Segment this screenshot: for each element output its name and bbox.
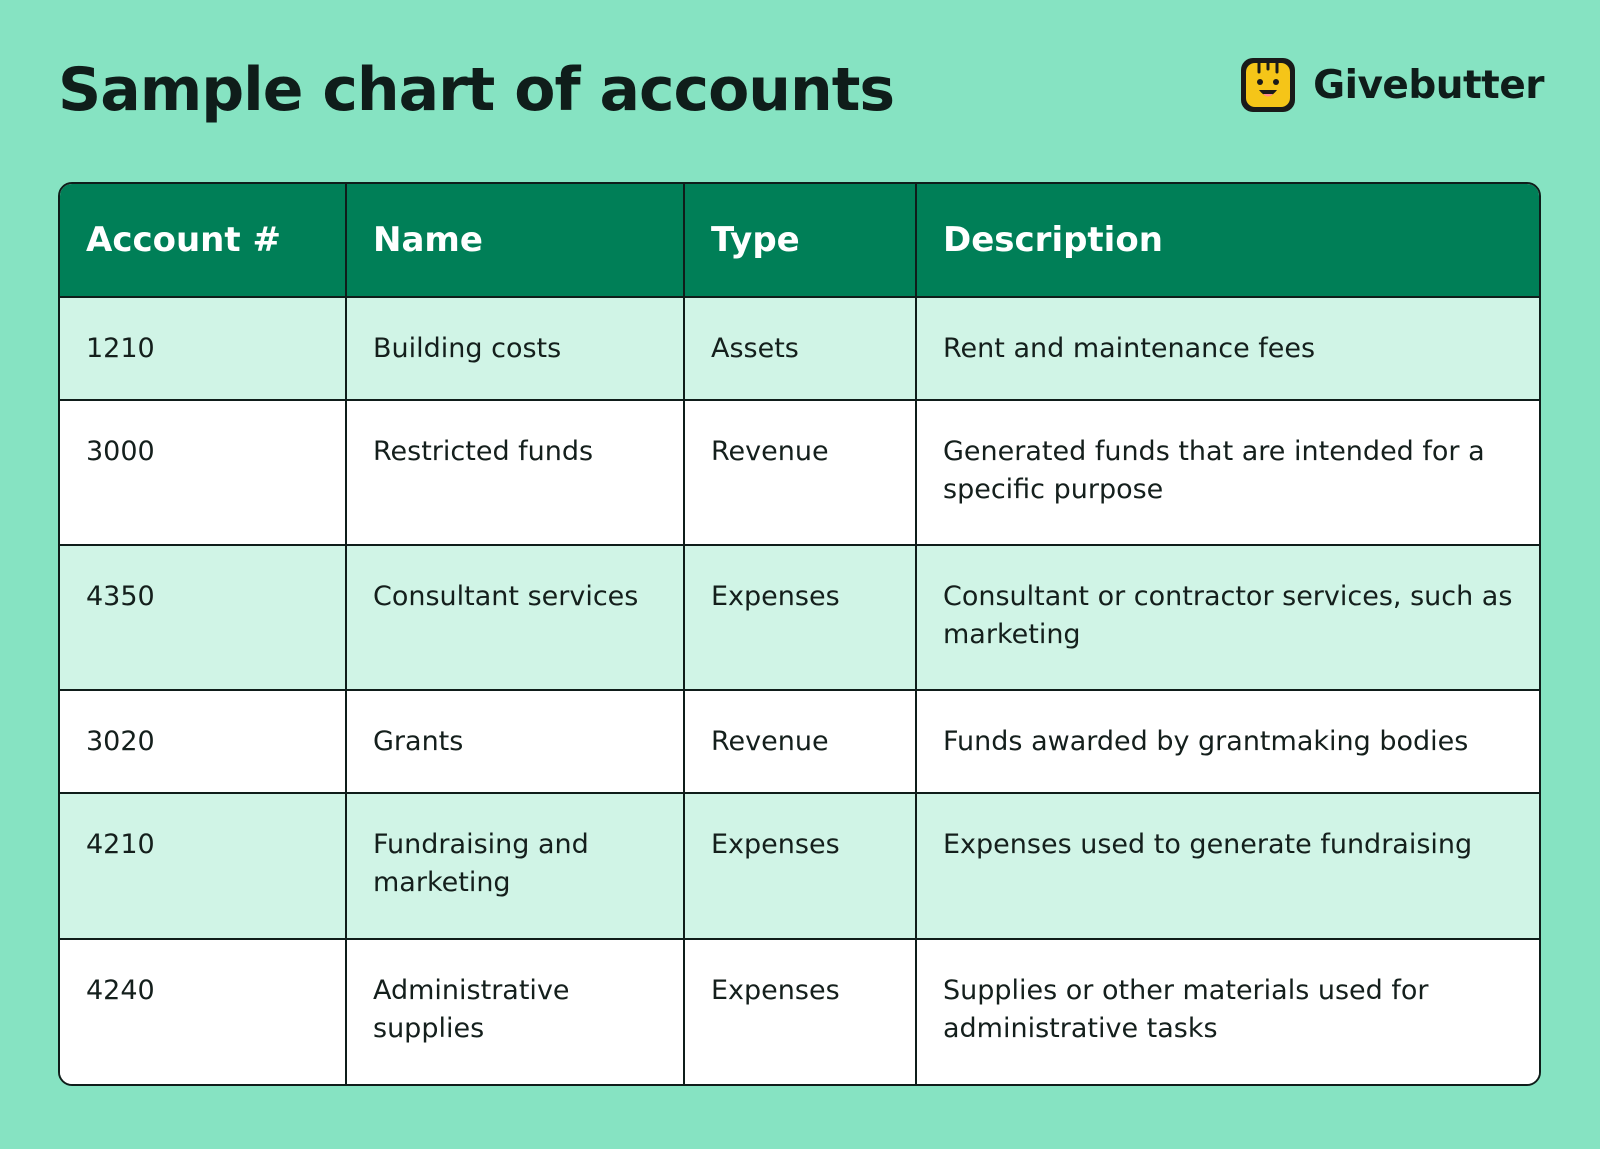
table-row (60, 545, 1539, 690)
table-row (60, 297, 1539, 400)
account-number-cell: 4210 (60, 793, 346, 938)
account-description-cell: Funds awarded by grantmaking bodies (916, 690, 1539, 793)
account-type-cell: Expenses (684, 793, 916, 938)
account-type-cell: Revenue (684, 690, 916, 793)
account-name-cell: Grants (346, 690, 684, 793)
account-type-cell: Assets (684, 297, 916, 400)
account-number-cell: 3020 (60, 690, 346, 793)
accounts-table-container (58, 182, 1541, 1086)
account-name-cell: Consultant services (346, 545, 684, 690)
account-number-cell: 3000 (60, 400, 346, 545)
table-header-row (60, 184, 1539, 297)
column-header-name: Name (346, 184, 684, 297)
account-name-cell: Restricted funds (346, 400, 684, 545)
table-row (60, 793, 1539, 938)
account-description-cell: Rent and maintenance fees (916, 297, 1539, 400)
account-type-cell: Expenses (684, 939, 916, 1084)
account-description-cell: Supplies or other materials used for administrative tasks (916, 939, 1539, 1084)
account-number-cell: 4350 (60, 545, 346, 690)
table-row (60, 690, 1539, 793)
account-name-cell: Administrative supplies (346, 939, 684, 1084)
account-type-cell: Revenue (684, 400, 916, 545)
account-number-cell: 1210 (60, 297, 346, 400)
account-name-cell: Building costs (346, 297, 684, 400)
account-name-cell: Fundraising and marketing (346, 793, 684, 938)
column-header-account: Account # (60, 184, 346, 297)
table-row (60, 400, 1539, 545)
column-header-description: Description (916, 184, 1539, 297)
account-number-cell: 4240 (60, 939, 346, 1084)
givebutter-face-logo-icon (1239, 56, 1297, 114)
table-row (60, 939, 1539, 1084)
account-description-cell: Consultant or contractor services, such as marketing (916, 545, 1539, 690)
account-type-cell: Expenses (684, 545, 916, 690)
column-header-type: Type (684, 184, 916, 297)
account-description-cell: Expenses used to generate fundraising (916, 793, 1539, 938)
page-title: Sample chart of accounts (58, 55, 895, 125)
brand (1239, 56, 1544, 114)
accounts-table (60, 184, 1539, 1084)
account-description-cell: Generated funds that are intended for a specific purpose (916, 400, 1539, 545)
brand-name: Givebutter (1313, 62, 1544, 108)
